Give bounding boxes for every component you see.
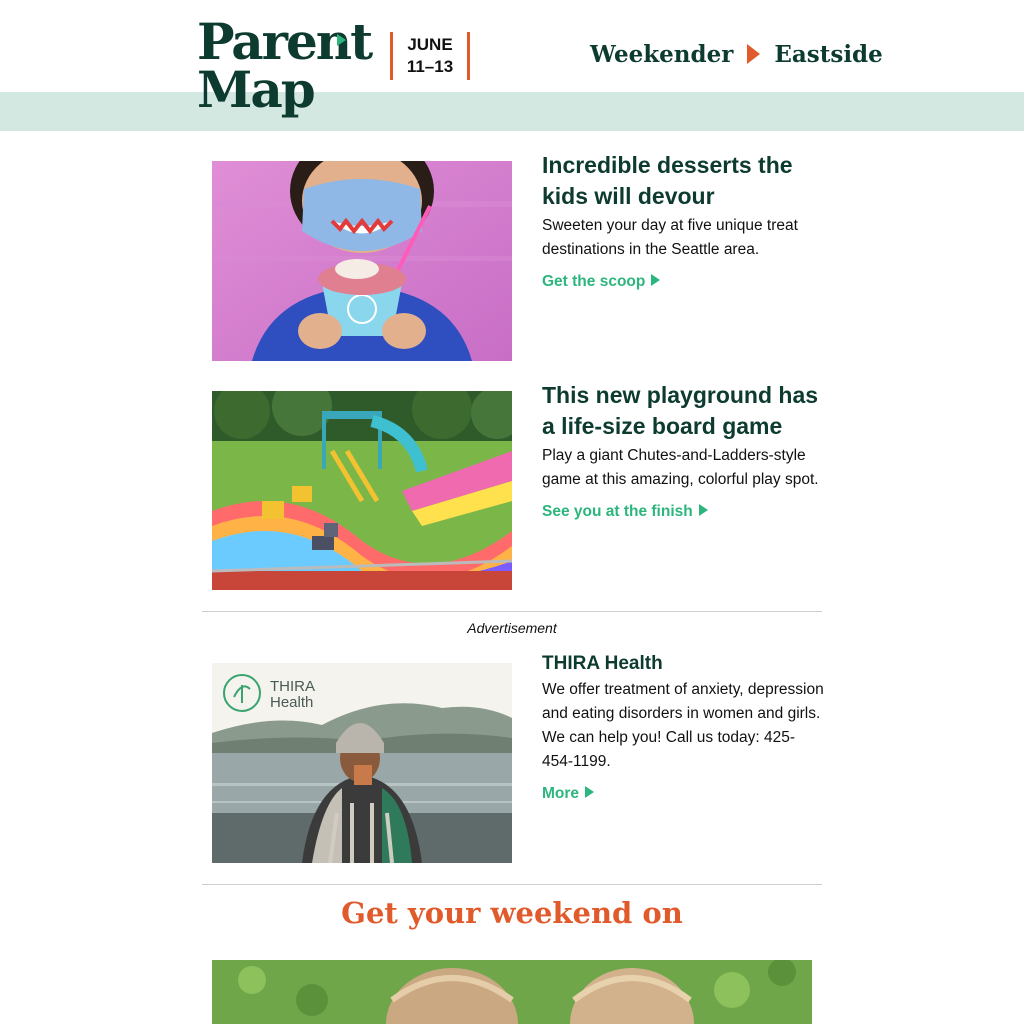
thira-logo-line-2: Health	[270, 694, 314, 711]
playground-photo[interactable]	[212, 391, 512, 590]
article-playground-description: Play a giant Chutes-and-Ladders-style game at this amazing, colorful play spot.	[542, 447, 819, 488]
article-playground-title[interactable]: This new playground has a life-size board game	[542, 382, 819, 439]
more-label: More	[542, 785, 580, 802]
article-desserts	[542, 150, 824, 292]
get-the-scoop-link[interactable]	[542, 272, 660, 292]
weekend-photo-illustration	[212, 960, 812, 1024]
advertisement-label: Advertisement	[467, 620, 557, 636]
thira-logo-line-1: THIRA	[270, 678, 315, 695]
dessert-photo[interactable]	[212, 161, 512, 361]
see-you-at-the-finish-link[interactable]	[542, 502, 708, 522]
play-arrow-icon	[585, 786, 594, 798]
logo-line-2: Map	[197, 60, 314, 119]
weekend-photo[interactable]	[212, 960, 812, 1024]
play-arrow-icon	[747, 44, 760, 64]
crumb-weekender[interactable]: Weekender	[590, 40, 734, 68]
issue-month: JUNE	[407, 35, 453, 54]
crumb-eastside[interactable]: Eastside	[774, 40, 883, 68]
section-title: Get your weekend on	[341, 896, 683, 930]
play-arrow-icon	[699, 504, 708, 516]
issue-date	[390, 32, 470, 80]
header-band	[0, 92, 1024, 131]
logo-line-1: Parent	[197, 12, 372, 71]
thira-ad-illustration	[212, 663, 512, 863]
divider	[202, 884, 822, 885]
article-desserts-title[interactable]: Incredible desserts the kids will devour	[542, 152, 793, 209]
play-arrow-icon	[651, 274, 660, 286]
see-you-at-the-finish-label: See you at the finish	[542, 503, 693, 520]
edition-breadcrumb	[590, 38, 883, 70]
divider	[202, 611, 822, 612]
thira-ad	[542, 652, 824, 804]
playground-photo-illustration	[212, 391, 512, 590]
dessert-photo-illustration	[212, 161, 512, 361]
article-desserts-description: Sweeten your day at five unique treat destinations in the Seattle area.	[542, 217, 798, 258]
more-link[interactable]	[542, 784, 594, 804]
issue-days: 11–13	[406, 57, 454, 76]
article-playground	[542, 380, 824, 522]
thira-ad-title[interactable]: THIRA Health	[542, 653, 663, 674]
get-the-scoop-label: Get the scoop	[542, 273, 646, 290]
logo-triangle-icon	[337, 34, 346, 46]
thira-logo-text	[270, 679, 315, 711]
thira-ad-photo[interactable]	[212, 663, 512, 863]
thira-ad-description: We offer treatment of anxiety, depression and eating disorders in women and girls. We can help you! Call us today: 425-454-1199.	[542, 681, 824, 770]
